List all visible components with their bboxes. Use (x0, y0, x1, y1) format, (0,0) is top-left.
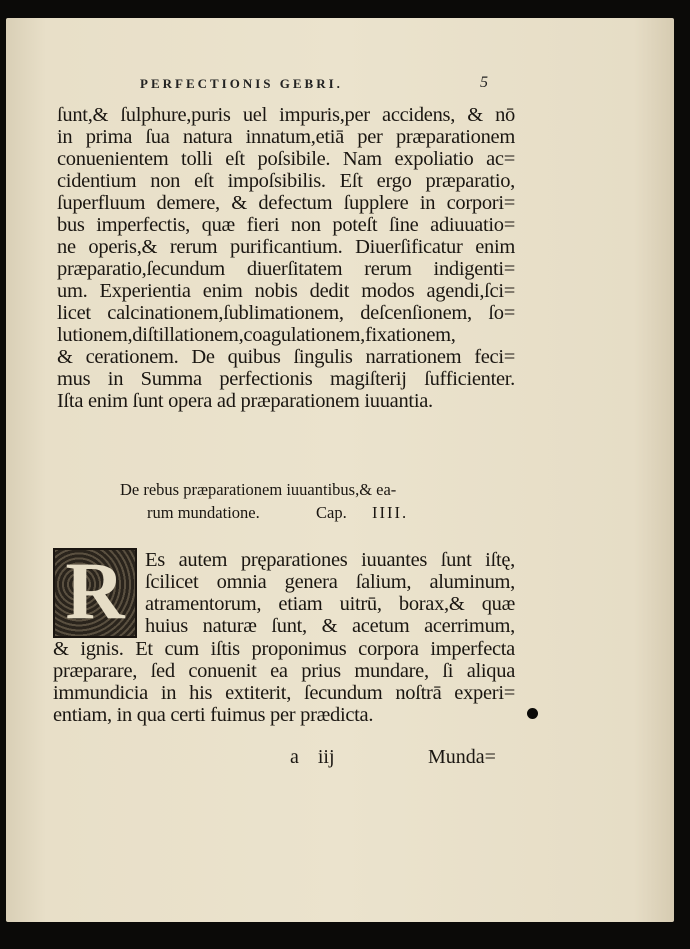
text-line: in prima ſua natura innatum,etiā per præparationem (57, 126, 515, 148)
text-line: um. Experientia enim nobis dedit modos agendi,ſci= (57, 280, 515, 302)
running-title: PERFECTIONIS GEBRI. (140, 76, 343, 91)
chapter-heading-line: rum mundatione. (147, 503, 260, 522)
decorated-initial (53, 545, 137, 638)
text-line: præparatio,ſecundum diuerſitatem rerum indigenti= (57, 258, 515, 280)
catchword: Munda= (428, 746, 496, 768)
page-number: 5 (480, 74, 488, 91)
running-head (0, 76, 690, 98)
text-line: Iſta enim ſunt opera ad præparationem iuuantia. (57, 390, 433, 412)
text-line: ſuperfluum demere, & defectum ſupplere in corpori= (57, 192, 515, 214)
text-line: conuenientem tolli eſt poſsibile. Nam expoliatio ac= (57, 148, 515, 170)
text-line: bus imperfectis, quæ fieri non poteſt ſine adiuuatio= (57, 214, 515, 236)
signature-mark: a iij (290, 746, 335, 768)
text-line: & ignis. Et cum iſtis proponimus corpora imperfecta (53, 638, 515, 660)
chapter-label: Cap. (316, 503, 347, 522)
text-line: Es autem pręparationes iuuantes ſunt iſtę, (145, 549, 515, 571)
text-line: mus in Summa perfectionis magiſterij ſufficienter. (57, 368, 515, 390)
text-line: atramentorum, etiam uitrū, borax,& quæ (145, 593, 515, 615)
chapter-heading-line: De rebus præparationem iuuantibus,& ea- (120, 480, 397, 499)
text-line: ſunt,& ſulphure,puris uel impuris,per accidens, & nō (57, 104, 515, 126)
drop-cap-letter: R (65, 545, 125, 636)
text-line: cidentium non eſt impoſsibilis. Eſt ergo præparatio, (57, 170, 515, 192)
ink-spot (527, 708, 538, 719)
text-line: entiam, in qua certi fuimus per prædicta. (53, 704, 374, 726)
text-line: præparare, ſed conuenit ea prius mundare, ſi aliqua (53, 660, 515, 682)
text-line: immundicia in his extiterit, ſecundum noſtrā experi= (53, 682, 515, 704)
text-line: lutionem,diſtillationem,coagulationem,fixationem, (57, 324, 456, 346)
text-line: ſcilicet omnia genera ſalium, aluminum, (145, 571, 515, 593)
text-line: & cerationem. De quibus ſingulis narrationem feci= (57, 346, 515, 368)
text-line: huius naturæ ſunt, & acetum acerrimum, (145, 615, 515, 637)
text-line: ne operis,& rerum purificantium. Diuerſificatur enim (57, 236, 515, 258)
text-line: licet calcinationem,ſublimationem, deſcenſionem, ſo= (57, 302, 515, 324)
chapter-number: IIII. (372, 503, 409, 522)
